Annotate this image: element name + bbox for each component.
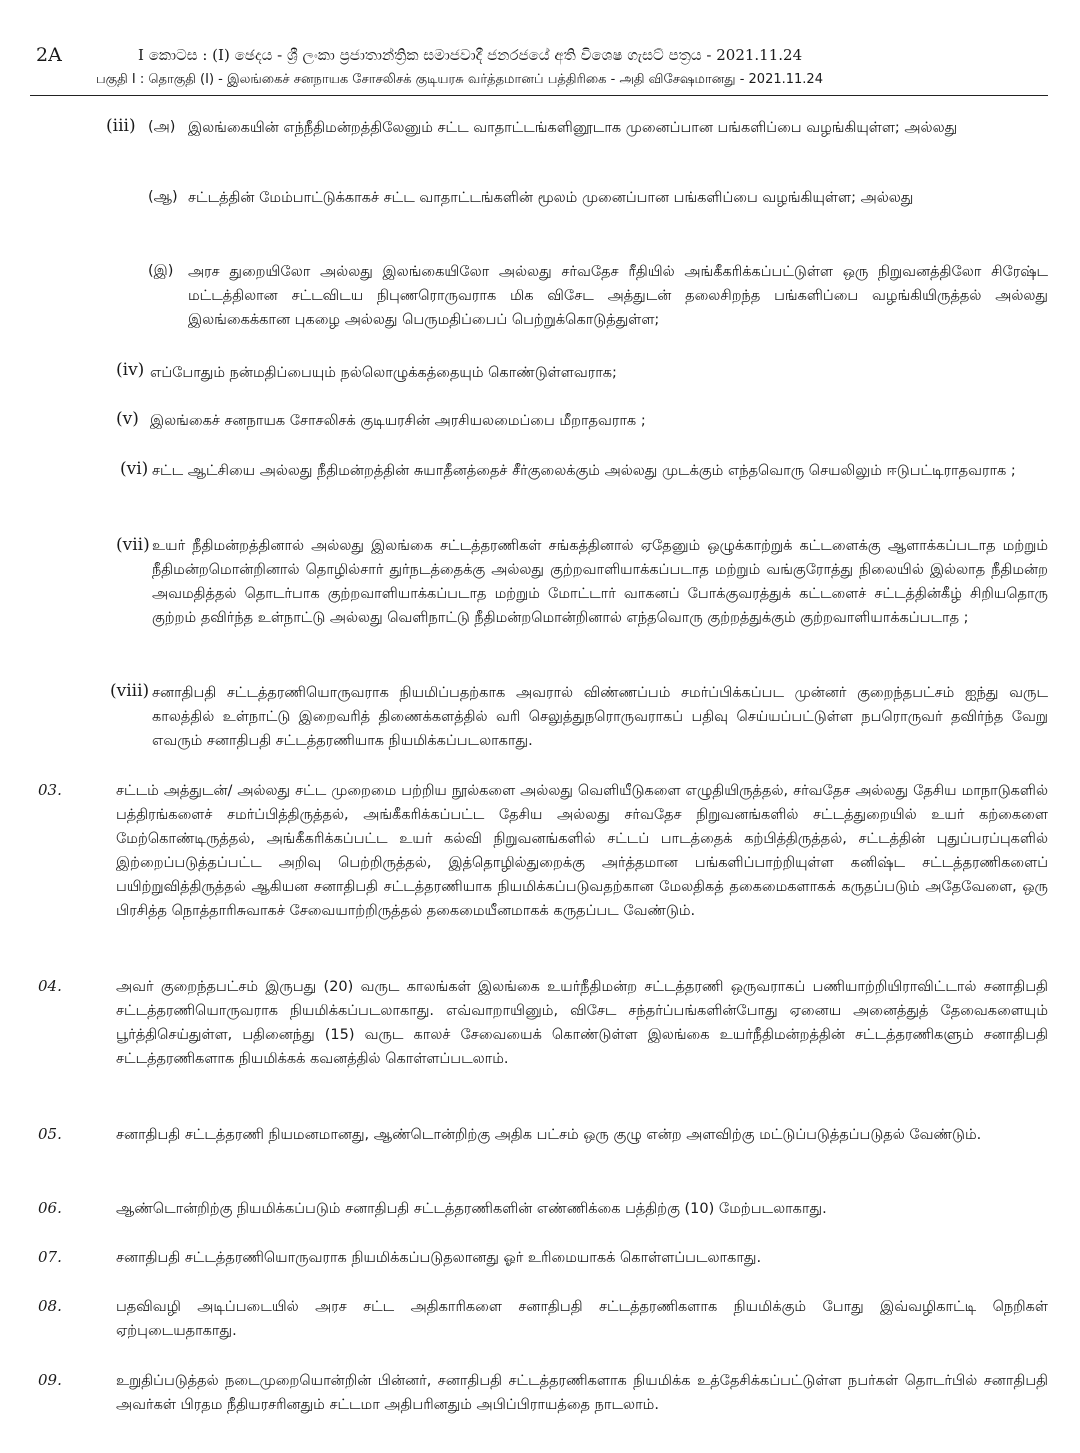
item-vi-numeral: (vi) [120, 459, 149, 479]
item-iii-a-label: (அ) [148, 119, 176, 135]
para-04-number: 04. [38, 977, 62, 995]
para-05-text: சனாதிபதி சட்டத்தரணி நியமனமானது, ஆண்டொன்றிற்கு அதிக பட்சம் ஒரு குழு என்ற அளவிற்கு மட்டுப்படுத்தப்படுதல் வேண்டும். [116, 1127, 982, 1143]
item-iii-aa [188, 186, 1048, 210]
header-tamil-title: பகுதி I : தொகுதி (I) - இலங்கைச் சனநாயக சோசலிசக் குடியரசு வர்த்தமானப் பத்திரிகை - அதி விசேஷமானது - 2021.11.24 [96, 72, 823, 87]
para-08 [116, 1295, 1048, 1343]
para-04 [116, 975, 1048, 1071]
item-vii [152, 534, 1048, 630]
item-iii-i-label: (இ) [148, 263, 174, 279]
para-05 [116, 1123, 1048, 1147]
para-06-number: 06. [38, 1199, 62, 1217]
item-vi-text: சட்ட ஆட்சியை அல்லது நீதிமன்றத்தின் சுயாதீனத்தைச் சீர்குலைக்கும் அல்லது முடக்கும் எந்தவொரு செயலிலும் ஈடுபட்டிராதவராக ; [152, 463, 1016, 479]
item-viii-numeral: (viii) [110, 681, 150, 701]
para-03-text: சட்டம் அத்துடன்/ அல்லது சட்ட முறைமை பற்றிய நூல்களை அல்லது வெளியீடுகளை எழுதியிருத்தல், சர்வதேச அல்லது தேசிய மாநாடுகளில் பத்திரங்களைச் சமர்ப்பித்திருத்தல், அங்கீகரிக்கப்பட்ட தேசிய அல்லது சர்வதேச நிறுவனங்களில் சட்டத்துறையில் உயர் கற்கைளை மேற்கொண்டிருத்தல், அங்கீகரிக்கப்பட்ட உயர் கல்வி நிறுவனங்களில் சட்டப் பாடத்தைக் கற்பித்திருத்தல், சட்டத்தின் புதுப்பரப்புகளில் இற்றைப்படுத்தப்பட்ட அறிவு பெற்றிருத்தல், இத்தொழில்துறைக்கு அர்த்தமான பங்களிப்பாற்றியுள்ள கனிஷ்ட சட்டத்தரணிகளைப் பயிற்றுவித்திருத்தல் ஆகியன சனாதிபதி சட்டத்தரணியாக நியமிக்கப்படுவதற்கான மேலதிகத் தகைமைகளாகக் கருதப்படும் அதேவேளை, ஒரு பிரசித்த நொத்தாரிசுவாகச் சேவையாற்றிருத்தல் தகைமையீனமாகக் கருதப்பட வேண்டும். [116, 783, 1048, 919]
para-06 [116, 1197, 1048, 1221]
item-vii-text: உயர் நீதிமன்றத்தினால் அல்லது இலங்கை சட்டத்தரணிகள் சங்கத்தினால் ஏதேனும் ஒழுக்காற்றுக் கட்டளைக்கு ஆளாக்கப்படாத மற்றும் நீதிமன்றமொன்றினால் தொழில்சார் துர்நடத்தைக்கு அல்லது குற்றவாளியாக்கப்படாத மற்றும் வங்குரோத்து நிலையில் இல்லாத நீதிமன்ற அவமதித்தல் தொடர்பாக குற்றவாளியாக்கப்படாத மற்றும் மோட்டார் வாகனப் போக்குவரத்துக் கட்டளைச் சட்டத்தின்கீழ் சிறியதொரு குற்றம் தவிர்ந்த உள்நாட்டு அல்லது வெளிநாட்டு நீதிமன்றமொன்றினால் எந்தவொரு குற்றத்துக்கும் குற்றவாளியாக்கப்படாத ; [152, 538, 1048, 626]
para-05-number: 05. [38, 1125, 62, 1143]
para-07-text: சனாதிபதி சட்டத்தரணியொருவராக நியமிக்கப்படுதலானது ஓர் உரிமையாகக் கொள்ளப்படலாகாது. [116, 1250, 762, 1266]
para-08-text: பதவிவழி அடிப்படையில் அரச சட்ட அதிகாரிகளை சனாதிபதி சட்டத்தரணிகளாக நியமிக்கும் போது இவ்வழிகாட்டி நெறிகள் ஏற்புடையதாகாது. [116, 1299, 1048, 1339]
item-iv-text: எப்போதும் நன்மதிப்பையும் நல்லொழுக்கத்தையும் கொண்டுள்ளவராக; [150, 365, 617, 381]
para-08-number: 08. [38, 1297, 62, 1315]
item-v-numeral: (v) [116, 409, 139, 429]
item-iii-i [188, 260, 1048, 332]
item-vii-numeral: (vii) [116, 535, 150, 555]
para-07-number: 07. [38, 1248, 62, 1266]
item-iii-a [188, 116, 1048, 140]
item-iv [150, 361, 1048, 385]
para-03-number: 03. [38, 781, 62, 799]
item-v-text: இலங்கைச் சனநாயக சோசலிசக் குடியரசின் அரசியலமைப்பை மீறாதவராக ; [150, 413, 646, 429]
para-09-text: உறுதிப்படுத்தல் நடைமுறையொன்றின் பின்னர், சனாதிபதி சட்டத்தரணிகளாக நியமிக்க உத்தேசிக்கப்பட்டுள்ள நபர்கள் தொடர்பில் சனாதிபதி அவர்கள் பிரதம நீதியரசரினதும் சட்டமா அதிபரினதும் அபிப்பிராயத்தை நாடலாம். [116, 1373, 1048, 1413]
para-06-text: ஆண்டொன்றிற்கு நியமிக்கப்படும் சனாதிபதி சட்டத்தரணிகளின் எண்ணிக்கை பத்திற்கு (10) மேற்படலாகாது. [116, 1201, 827, 1217]
item-vi [152, 459, 1048, 483]
header-sinhala-title: I කොටස : (I) ඡෙදය - ශ්‍රී ලංකා ප්‍රජාතාන්ත්‍රික සමාජවාදී ජනරජයේ අති විශෙෂ ගැසට් පත්‍රය - 2021.11.24 [138, 46, 803, 64]
header-divider [30, 95, 1048, 96]
item-iii-a-text: இலங்கையின் எந்நீதிமன்றத்திலேனும் சட்ட வாதாட்டங்களினூடாக முனைப்பான பங்களிப்பை வழங்கியுள்ள; அல்லது [188, 120, 958, 136]
item-v [150, 409, 1048, 433]
item-iii-aa-text: சட்டத்தின் மேம்பாட்டுக்காகச் சட்ட வாதாட்டங்களின் மூலம் முனைப்பான பங்களிப்பை வழங்கியுள்ள; அல்லது [188, 190, 914, 206]
item-iv-numeral: (iv) [116, 360, 145, 380]
para-03 [116, 779, 1048, 923]
page-number: 2A [36, 44, 62, 66]
para-09 [116, 1369, 1048, 1417]
para-07 [116, 1246, 1048, 1270]
item-iii-numeral: (iii) [106, 116, 136, 136]
item-viii-text: சனாதிபதி சட்டத்தரணியொருவராக நியமிப்பதற்காக அவரால் விண்ணப்பம் சமர்ப்பிக்கப்பட முன்னர் குறைந்தபட்சம் ஐந்து வருட காலத்தில் உள்நாட்டு இறைவரித் திணைக்களத்தில் வரி செலுத்துநரொருவராகப் பதிவு செய்யப்பட்டுள்ள நபரொருவர் தவிர்ந்த வேறு எவரும் சனாதிபதி சட்டத்தரணியாக நியமிக்கப்படலாகாது. [152, 685, 1048, 749]
item-iii-i-text: அரச துறையிலோ அல்லது இலங்கையிலோ அல்லது சர்வதேச ரீதியில் அங்கீகரிக்கப்பட்டுள்ள ஒரு நிறுவனத்திலோ சிரேஷ்ட மட்டத்திலான சட்டவிடய நிபுணரொருவராக மிக விசேட அத்துடன் தலைசிறந்த பங்களிப்பை வழங்கியிருத்தல் அல்லது இலங்கைக்கான புகழை அல்லது பெருமதிப்பைப் பெற்றுக்கொடுத்துள்ள; [188, 264, 1048, 328]
para-09-number: 09. [38, 1371, 62, 1389]
item-iii-aa-label: (ஆ) [148, 189, 178, 205]
para-04-text: அவர் குறைந்தபட்சம் இருபது (20) வருட காலங்கள் இலங்கை உயர்நீதிமன்ற சட்டத்தரணி ஒருவராகப் பணியாற்றியிராவிட்டால் சனாதிபதி சட்டத்தரணியொருவராக நியமிக்கப்படலாகாது. எவ்வாறாயினும், விசேட சந்தர்ப்பங்களின்போது ஏனைய அனைத்துத் தேவைகளையும் பூர்த்திசெய்துள்ள, பதினைந்து (15) வருட காலச் சேவையைக் கொண்டுள்ள இலங்கை உயர்நீதிமன்றத்தின் சட்டத்தரணிகளும் சனாதிபதி சட்டத்தரணிகளாக நியமிக்கக் கவனத்தில் கொள்ளப்படலாம். [116, 979, 1048, 1067]
item-viii [152, 681, 1048, 753]
